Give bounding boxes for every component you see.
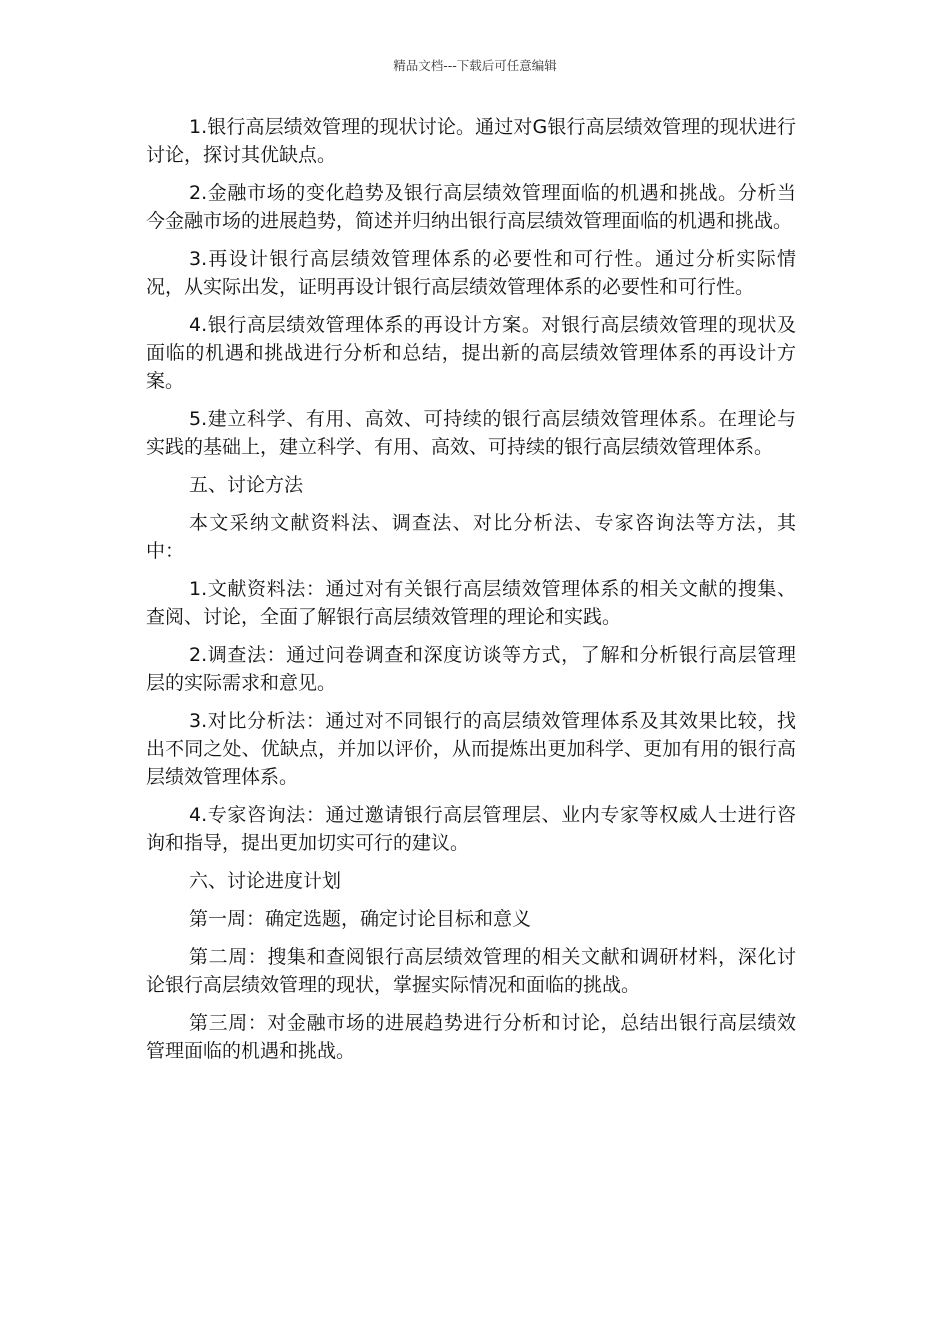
paragraph-method-comparison: 3.对比分析法：通过对不同银行的高层绩效管理体系及其效果比较，找出不同之处、优缺点，并加以评价，从而提炼出更加科学、更加有用的银行高层绩效管理体系。 (146, 710, 796, 788)
paragraph-schedule-week-2: 第二周：搜集和查阅银行高层绩效管理的相关文献和调研材料，深化讨论银行高层绩效管理的现状，掌握实际情况和面临的挑战。 (146, 946, 796, 996)
page-header: 精品文档---下载后可任意编辑 (393, 58, 557, 73)
paragraph-method-survey: 2.调查法：通过问卷调查和深度访谈等方式，了解和分析银行高层管理层的实际需求和意见。 (146, 644, 796, 694)
paragraph-method-expert: 4.专家咨询法：通过邀请银行高层管理层、业内专家等权威人士进行咨询和指导，提出更加切实可行的建议。 (146, 804, 796, 854)
paragraph-research-content-4: 4.银行高层绩效管理体系的再设计方案。对银行高层绩效管理的现状及面临的机遇和挑战进行分析和总结，提出新的高层绩效管理体系的再设计方案。 (146, 314, 796, 392)
document-body (146, 113, 796, 1075)
section-heading-methods: 五、讨论方法 (189, 474, 304, 496)
section-heading-schedule: 六、讨论进度计划 (189, 870, 342, 892)
paragraph-research-content-5: 5.建立科学、有用、高效、可持续的银行高层绩效管理体系。在理论与实践的基础上，建立科学、有用、高效、可持续的银行高层绩效管理体系。 (146, 408, 796, 458)
paragraph-methods-intro: 本文采纳文献资料法、调查法、对比分析法、专家咨询法等方法，其中： (146, 512, 796, 562)
paragraph-schedule-week-3: 第三周：对金融市场的进展趋势进行分析和讨论，总结出银行高层绩效管理面临的机遇和挑战。 (146, 1012, 796, 1062)
paragraph-research-content-3: 3.再设计银行高层绩效管理体系的必要性和可行性。通过分析实际情况，从实际出发，证明再设计银行高层绩效管理体系的必要性和可行性。 (146, 248, 796, 298)
paragraph-schedule-week-1: 第一周：确定选题，确定讨论目标和意义 (189, 908, 532, 930)
paragraph-research-content-1: 1.银行高层绩效管理的现状讨论。通过对G银行高层绩效管理的现状进行讨论，探讨其优缺点。 (146, 116, 796, 166)
paragraph-research-content-2: 2.金融市场的变化趋势及银行高层绩效管理面临的机遇和挑战。分析当今金融市场的进展趋势，简述并归纳出银行高层绩效管理面临的机遇和挑战。 (146, 182, 796, 232)
paragraph-method-literature: 1.文献资料法：通过对有关银行高层绩效管理体系的相关文献的搜集、查阅、讨论，全面了解银行高层绩效管理的理论和实践。 (146, 578, 796, 628)
